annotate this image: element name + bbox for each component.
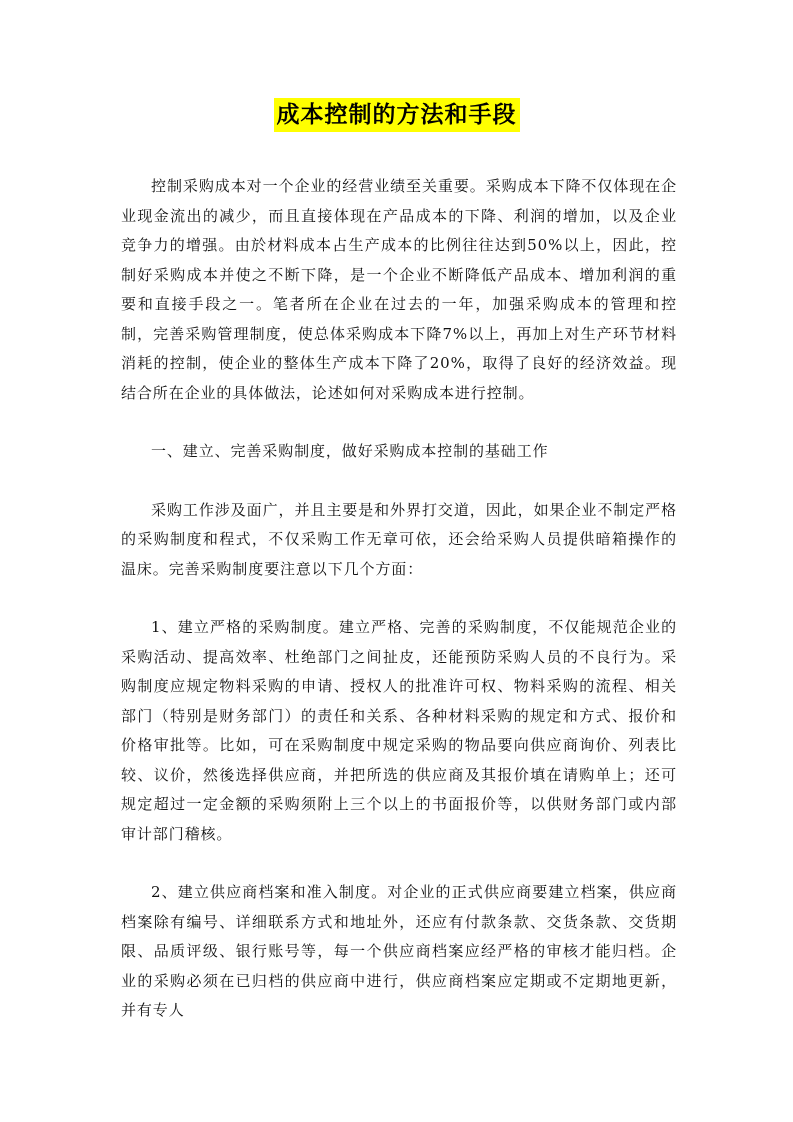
document-body (121, 172, 677, 1055)
paragraph-item-2: 2、建立供应商档案和准入制度。对企业的正式供应商要建立档案，供应商档案除有编号、详细联系方式和地址外，还应有付款条款、交货条款、交货期限、品质评级、银行账号等，每一个供应商档案应经严格的审核才能归档。企业的采购必须在已归档的供应商中进行，供应商档案应定期或不定期地更新，并有专人 (121, 883, 677, 1019)
title-container (0, 98, 793, 132)
paragraph-item-1: 1、建立严格的采购制度。建立严格、完善的采购制度，不仅能规范企业的采购活动、提高效率、杜绝部门之间扯皮，还能预防采购人员的不良行为。采购制度应规定物料采购的申请、授权人的批准许可权、物料采购的流程、相关部门（特别是财务部门）的责任和关系、各种材料采购的规定和方式、报价和价格审批等。比如，可在采购制度中规定采购的物品要向供应商询价、列表比较、议价，然後选择供应商，并把所选的供应商及其报价填在请购单上；还可规定超过一定金额的采购须附上三个以上的书面报价等，以供财务部门或内部审计部门稽核。 (121, 618, 677, 843)
section-heading-1: 一、建立、完善采购制度，做好采购成本控制的基础工作 (151, 442, 549, 460)
paragraph-section-1-intro: 采购工作涉及面广，并且主要是和外界打交道，因此，如果企业不制定严格的采购制度和程式，不仅采购工作无章可依，还会给采购人员提供暗箱操作的温床。完善采购制度要注意以下几个方面： (121, 500, 677, 578)
paragraph-intro: 控制采购成本对一个企业的经营业绩至关重要。采购成本下降不仅体现在企业现金流出的减少，而且直接体现在产品成本的下降、利润的增加，以及企业竞争力的增强。由於材料成本占生产成本的比例往往达到50%以上，因此，控制好采购成本并使之不断下降，是一个企业不断降低产品成本、增加利润的重要和直接手段之一。笔者所在企业在过去的一年，加强采购成本的管理和控制，完善采购管理制度，使总体采购成本下降7%以上，再加上对生产环节材料消耗的控制，使企业的整体生产成本下降了20%，取得了良好的经济效益。现结合所在企业的具体做法，论述如何对采购成本进行控制。 (121, 177, 677, 402)
document-title: 成本控制的方法和手段 (274, 98, 520, 132)
